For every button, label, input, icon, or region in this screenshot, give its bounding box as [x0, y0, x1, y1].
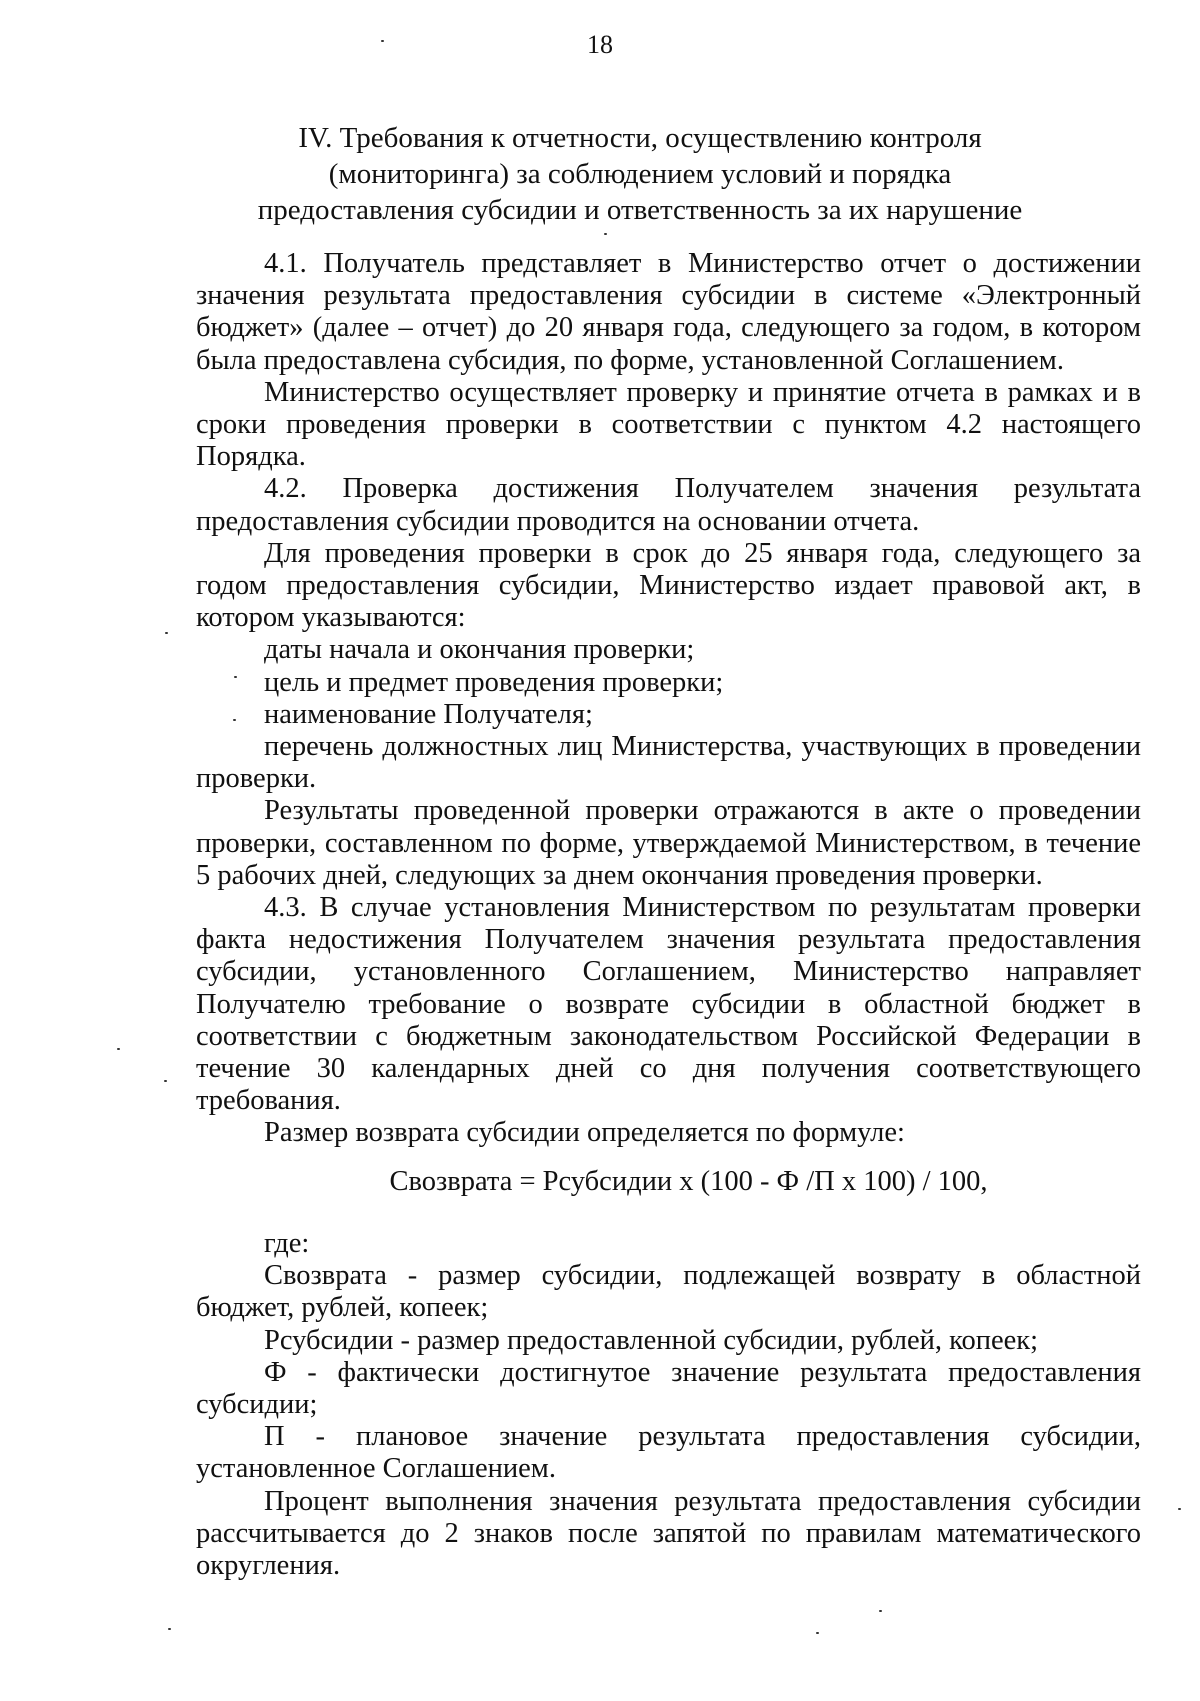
- scan-speck: [233, 719, 236, 721]
- document-body: [196, 248, 1141, 1582]
- definition-intro: где:: [264, 1227, 310, 1259]
- definition-item: Рсубсидии - размер предоставленной субсидии, рублей, копеек;: [264, 1324, 1039, 1356]
- section-heading-line: IV. Требования к отчетности, осуществлению контроля: [298, 122, 982, 154]
- definition-item: Ф - фактически достигнутое значение результата предоставления субсидии;: [196, 1356, 1141, 1420]
- scan-speck: [381, 40, 384, 42]
- list-item: даты начала и окончания проверки;: [264, 634, 695, 666]
- section-heading: [250, 120, 1030, 228]
- scan-speck: [165, 632, 168, 634]
- definition-item: Свозврата - размер субсидии, подлежащей возврату в областной бюджет, рублей, копеек;: [196, 1260, 1141, 1324]
- section-heading-line: (мониторинга) за соблюдением условий и порядка: [328, 158, 952, 190]
- paragraph: Министерство осуществляет проверку и принятие отчета в рамках и в сроки проведения проверки в соответствии с пунктом 4.2 настоящего Порядка.: [196, 376, 1141, 473]
- scan-speck: [234, 676, 237, 678]
- scan-speck: [117, 1048, 120, 1050]
- paragraph-4-1: 4.1. Получатель представляет в Министерство отчет о достижении значения результата предоставления субсидии в системе «Электронный бюджет» (далее – отчет) до 20 января года, следующего за годом, в котором была предоставлена субсидия, по форме, установленной Соглашением.: [196, 248, 1141, 376]
- paragraph: Процент выполнения значения результата предоставления субсидии рассчитывается до 2 знаков после запятой по правилам математического округления.: [196, 1485, 1141, 1581]
- paragraph-4-3: 4.3. В случае установления Министерством по результатам проверки факта недостижения Получателем значения результата предоставления субсидии, установленного Соглашением, Министерство направляет Получателю требование о возврате субсидии в областной бюджет в соответствии с бюджетным законодательством Российской Федерации в течение 30 календарных дней со дня получения соответствующего требования.: [196, 892, 1141, 1117]
- scan-speck: [816, 1632, 819, 1634]
- scan-speck: [164, 1080, 167, 1082]
- paragraph: Для проведения проверки в срок до 25 января года, следующего за годом предоставления субсидии, Министерство издает правовой акт, в котором указываются:: [196, 537, 1141, 634]
- list-item: наименование Получателя;: [264, 698, 593, 730]
- definition-item: П - плановое значение результата предоставления субсидии, установленное Соглашением.: [196, 1421, 1141, 1485]
- scan-speck: [1178, 1508, 1181, 1510]
- page-number: 18: [587, 30, 613, 59]
- paragraph: Размер возврата субсидии определяется по формуле:: [264, 1117, 905, 1149]
- list-item: перечень должностных лиц Министерства, участвующих в проведении проверки.: [196, 731, 1141, 795]
- section-heading-line: предоставления субсидии и ответственность за их нарушение: [257, 194, 1023, 226]
- list-item: цель и предмет проведения проверки;: [264, 666, 724, 698]
- scan-speck: [168, 1628, 171, 1630]
- formula: Свозврата = Рсубсидии х (100 - Ф /П х 100) / 100,: [389, 1165, 988, 1197]
- paragraph-4-2: 4.2. Проверка достижения Получателем значения результата предоставления субсидии проводится на основании отчета.: [196, 473, 1141, 537]
- paragraph: Результаты проведенной проверки отражаются в акте о проведении проверки, составленном по форме, утверждаемой Министерством, в течение 5 рабочих дней, следующих за днем окончания проведения проверки.: [196, 795, 1141, 891]
- scan-speck: [879, 1610, 882, 1612]
- scan-speck: [604, 233, 607, 235]
